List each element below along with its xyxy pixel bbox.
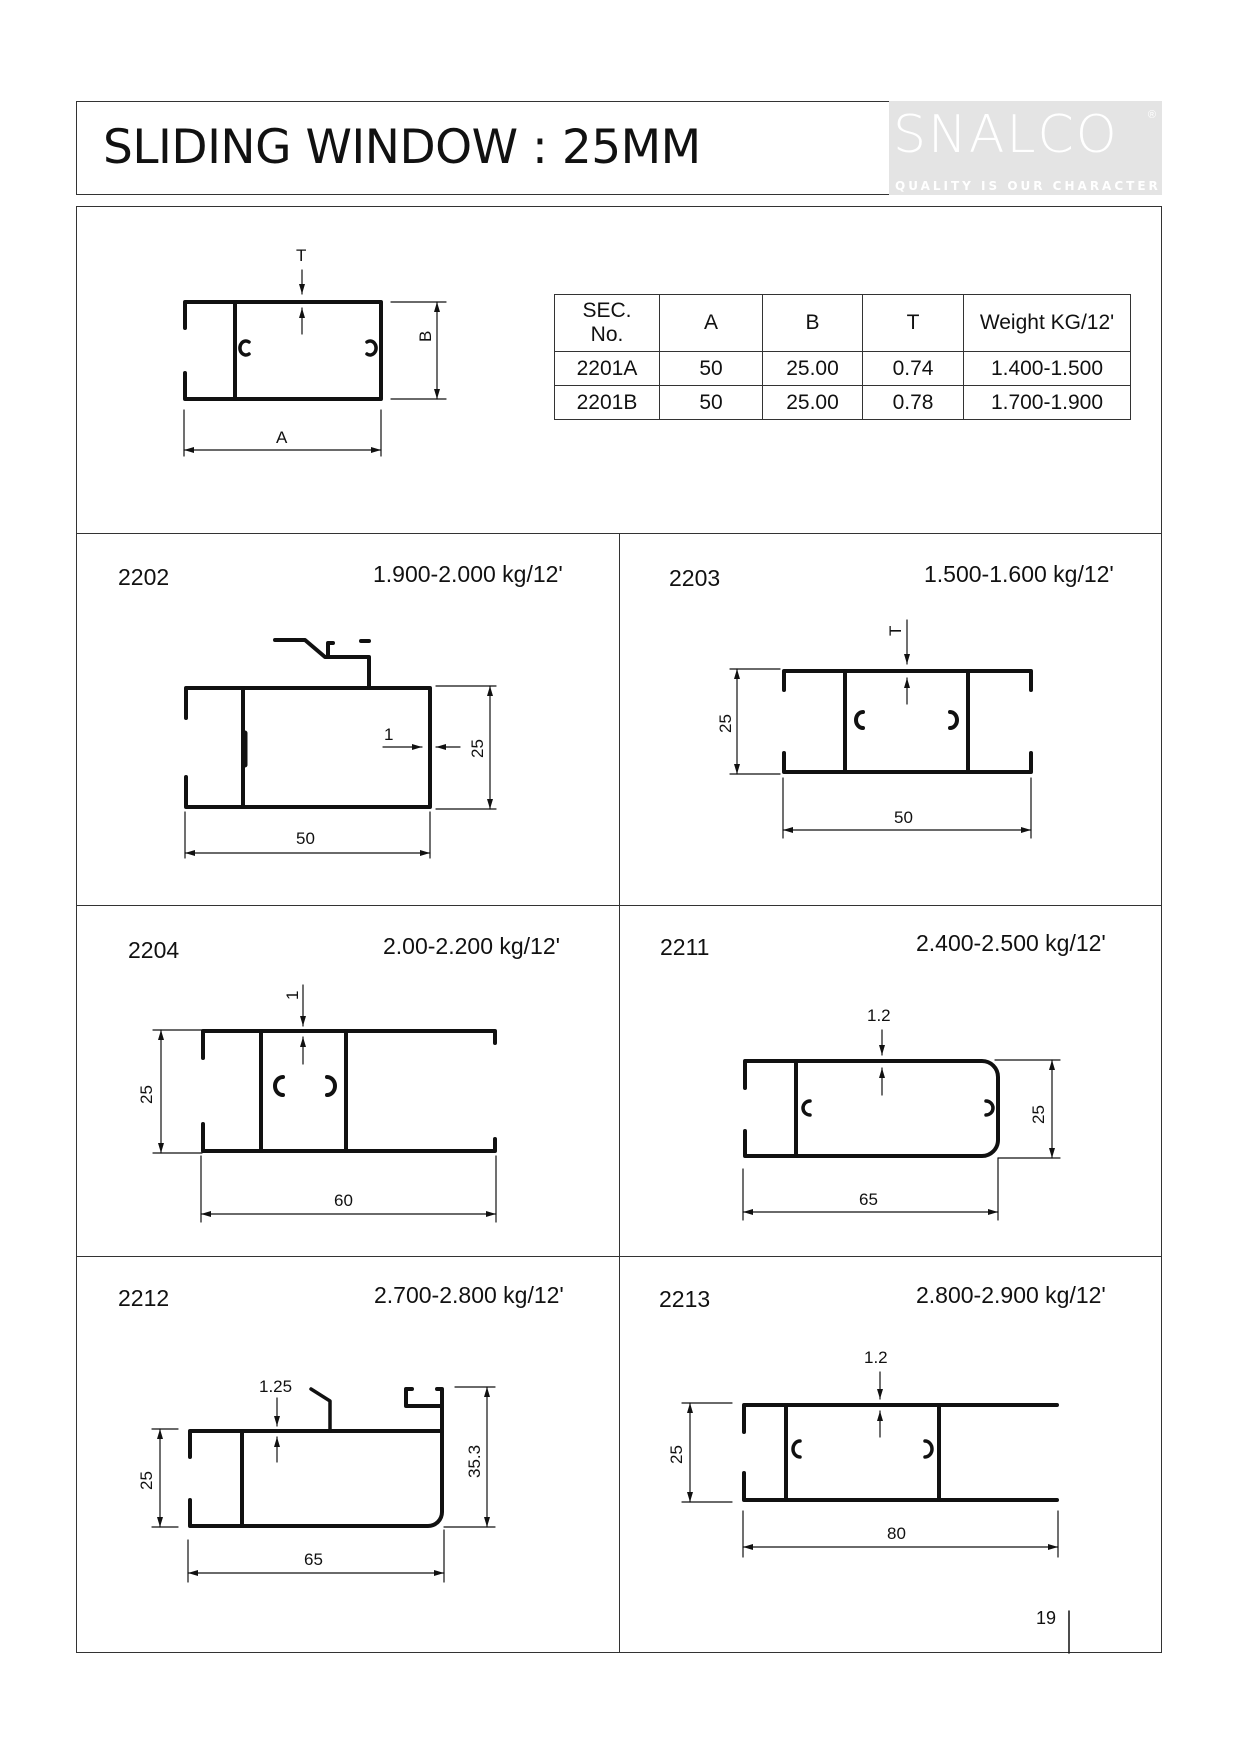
cell-b: 25.00 (763, 386, 863, 420)
profile-2212-dim-overall-height: 35.3 (465, 1444, 484, 1478)
profile-2212-sec-no: 2212 (118, 1285, 170, 1311)
page-number: 19 (1036, 1608, 1057, 1628)
cell-weight: 1.700-1.900 (964, 386, 1131, 420)
header-line: SEC. (582, 299, 632, 322)
profile-2212-dim-width: 65 (304, 1550, 323, 1569)
profile-2213-dim-height: 25 (667, 1445, 686, 1464)
profile-2204-dim-thickness: 1 (283, 990, 302, 1000)
col-header-a: A (660, 295, 763, 352)
profile-2212-weight: 2.700-2.800 kg/12' (374, 1282, 564, 1308)
registered-mark-icon: ® (1147, 109, 1156, 121)
cell-sec-no: 2201A (555, 352, 660, 386)
profile-2203-dim-height: 25 (716, 714, 735, 733)
profile-2204-sec-no: 2204 (128, 937, 180, 963)
profile-2212-drawing (190, 1389, 442, 1526)
profile-2212-dim-height: 25 (137, 1471, 156, 1490)
profile-2204-weight: 2.00-2.200 kg/12' (383, 933, 561, 959)
profile-2203-sec-no: 2203 (669, 565, 721, 591)
profile-2203-dim-width: 50 (894, 808, 913, 827)
cell-a: 50 (660, 386, 763, 420)
profile-2212-dim-thickness: 1.25 (259, 1377, 293, 1396)
profile-2203-weight: 1.500-1.600 kg/12' (924, 561, 1114, 587)
col-header-b: B (763, 295, 863, 352)
brand-name: SNALCO (893, 105, 1119, 165)
col-header-t: T (863, 295, 964, 352)
profile-2202-dim-width: 50 (296, 829, 315, 848)
brand-tagline: QUALITY IS OUR CHARACTER (895, 179, 1161, 193)
profile-2202-drawing (186, 640, 430, 807)
profile-2213-dim-width: 80 (887, 1524, 906, 1543)
header-line: No. (590, 323, 624, 346)
profile-2213-dim-thickness: 1.2 (864, 1348, 888, 1367)
profile-2213-sec-no: 2213 (659, 1286, 711, 1312)
profile-2213-drawing (744, 1405, 1057, 1500)
profile-2213-weight: 2.800-2.900 kg/12' (916, 1282, 1106, 1308)
profile-2213-dimensions (682, 1372, 1058, 1557)
profile-2202-weight: 1.900-2.000 kg/12' (373, 561, 563, 587)
profile-2203-dimensions (730, 620, 1031, 838)
cell-t: 0.74 (863, 352, 964, 386)
profile-2202-dimensions (185, 686, 496, 858)
profile-2211-dim-height: 25 (1029, 1105, 1048, 1124)
cell-t: 0.78 (863, 386, 964, 420)
col-header-weight: Weight KG/12' (964, 295, 1131, 352)
profile-2204-dimensions (153, 985, 496, 1222)
dim-label-b: B (416, 330, 435, 342)
profile-2211-drawing (745, 1061, 998, 1156)
dim-label-t: T (296, 246, 307, 265)
profile-2203-dim-thickness: T (886, 625, 905, 636)
profile-2202-sec-no: 2202 (118, 564, 170, 590)
profile-2201-drawing (185, 302, 381, 399)
profile-2211-dim-width: 65 (859, 1190, 878, 1209)
dim-label-a: A (276, 428, 288, 447)
profile-2211-dim-thickness: 1.2 (867, 1006, 891, 1025)
profile-2211-sec-no: 2211 (660, 934, 710, 960)
cell-b: 25.00 (763, 352, 863, 386)
cell-sec-no: 2201B (555, 386, 660, 420)
profile-2204-drawing (203, 1031, 495, 1151)
profile-2201-dimensions (184, 270, 446, 456)
page-title: SLIDING WINDOW : 25MM (103, 120, 701, 175)
profile-2204-dim-width: 60 (334, 1191, 353, 1210)
profile-2204-dim-height: 25 (137, 1085, 156, 1104)
cell-a: 50 (660, 352, 763, 386)
profile-2211-weight: 2.400-2.500 kg/12' (916, 930, 1106, 956)
cell-weight: 1.400-1.500 (964, 352, 1131, 386)
profile-2202-dim-height: 25 (468, 739, 487, 758)
profile-2202-dim-thickness: 1 (384, 725, 394, 744)
profile-2211-dimensions (743, 1030, 1060, 1220)
